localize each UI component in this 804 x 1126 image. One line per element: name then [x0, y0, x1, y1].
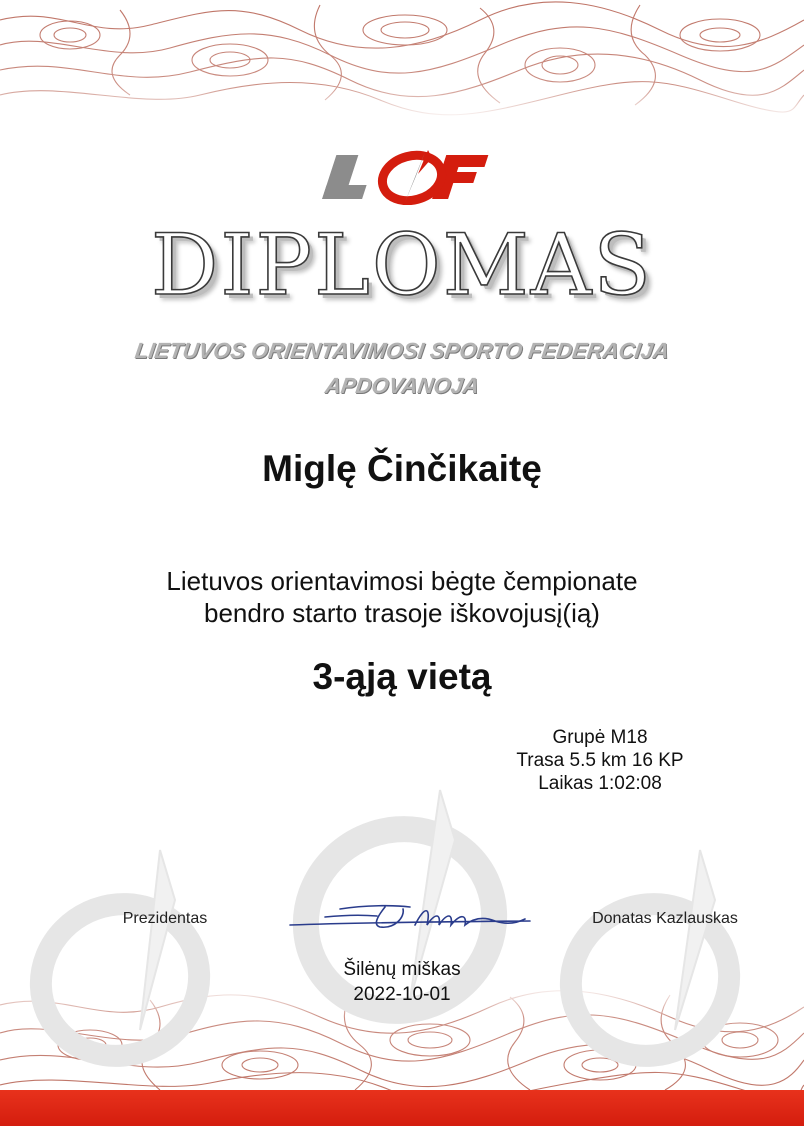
- achievement-line-1: Lietuvos orientavimosi bėgte čempionate: [166, 566, 638, 596]
- achievement-line-2: bendro starto trasoje iškovojusį(ią): [204, 598, 600, 628]
- diploma-title: DIPLOMAS: [151, 216, 653, 314]
- event-location: Šilėnų miškas: [343, 959, 461, 980]
- signature-label-president: Prezidentas: [122, 910, 208, 927]
- event-date: 2022-10-01: [353, 984, 451, 1005]
- organization-name: LIETUVOS ORIENTAVIMOSI SPORTO FEDERACIJA: [133, 338, 671, 363]
- awards-text: APDOVANOJA: [323, 373, 481, 398]
- contour-map-top-decoration: [0, 0, 804, 120]
- time-detail: Laikas 1:02:08: [538, 773, 662, 794]
- place-result: 3-ąją vietą: [312, 656, 492, 697]
- red-footer-band: [0, 1090, 804, 1126]
- signatory-name: Donatas Kazlauskas: [592, 910, 738, 927]
- recipient-name: Miglę Činčikaitę: [262, 448, 542, 489]
- group-detail: Grupė M18: [552, 727, 648, 748]
- course-detail: Trasa 5.5 km 16 KP: [516, 750, 684, 771]
- handwritten-signature: [285, 895, 535, 935]
- losf-logo: [320, 150, 490, 205]
